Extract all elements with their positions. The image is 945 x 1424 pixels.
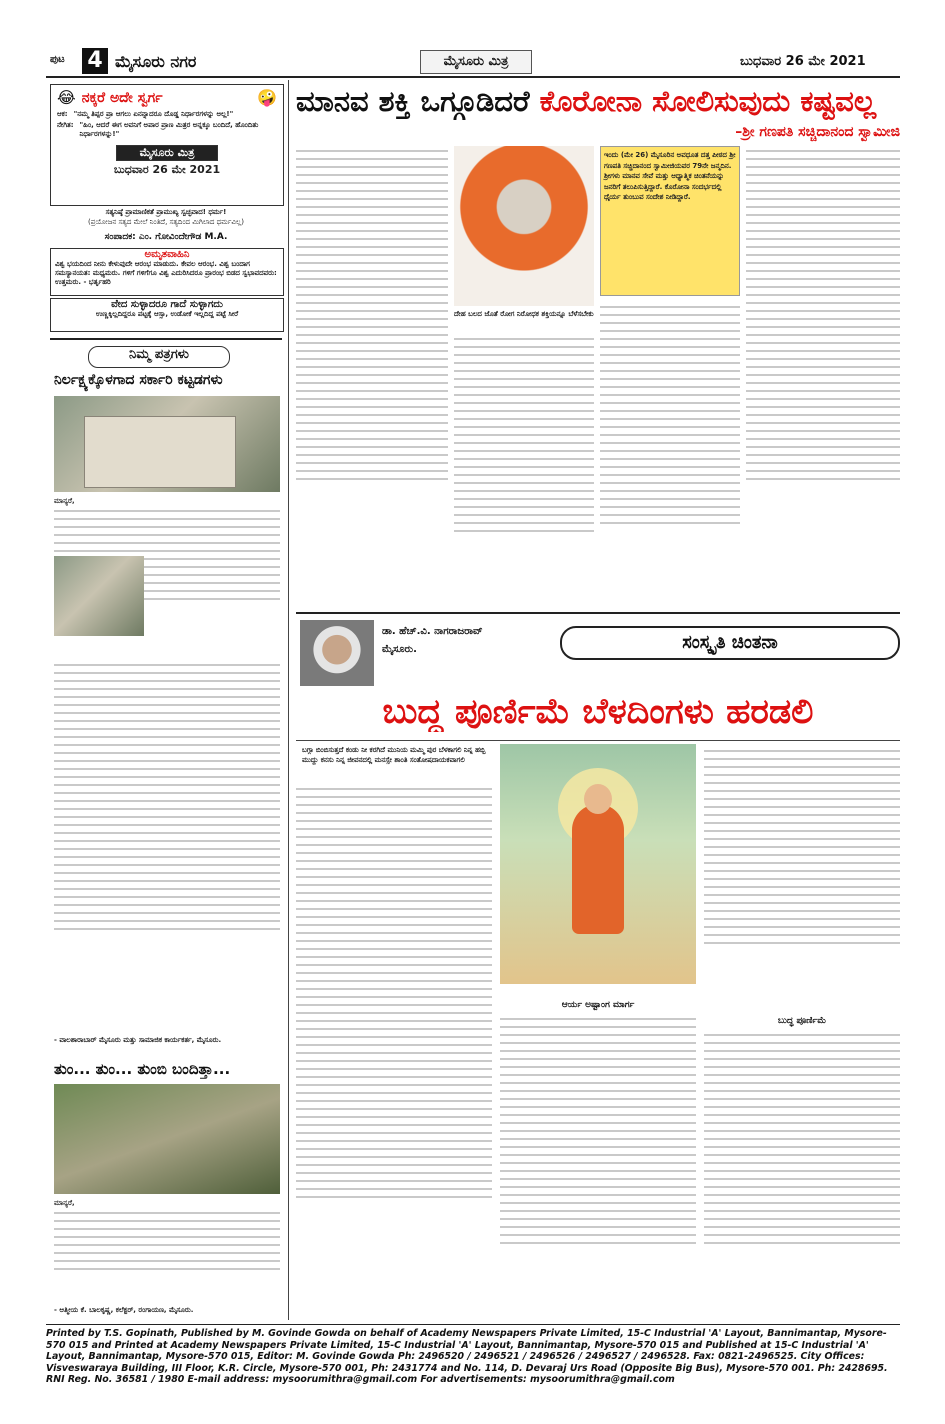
letter-signature: - ವಾಲಶಾರಾಬಾರ್ ಮೈಸೂರು ಮತ್ತು ಸಾಮಾಜಿಕ ಕಾರ್ಯಕರ್ತ, ಮೈಸೂರು.	[54, 1036, 222, 1044]
building-photo-small	[54, 556, 144, 636]
article1-col3	[600, 302, 740, 606]
subhead-poornima: ಬುದ್ಧ ಪೂರ್ಣಿಮೆ	[777, 1016, 827, 1026]
mini-masthead: ಮೈಸೂರು ಮಿತ್ರ	[116, 145, 218, 161]
article2-col3	[704, 746, 900, 1012]
cartoon-face-icon: 🤪	[257, 88, 277, 107]
proverb-title: ವೇದ ಸುಳ್ಳಾದರೂ ಗಾದೆ ಸುಳ್ಳಾಗದು	[111, 299, 223, 310]
tumbi-heading: ತುಂ... ತುಂ... ತುಂಬಿ ಬಂದಿತ್ತಾ...	[54, 1060, 231, 1078]
article2-col4	[704, 1030, 900, 1320]
proverb-box	[50, 298, 284, 332]
article1-col2	[454, 334, 594, 606]
humor-title: ನಕ್ಕರೆ ಅದೇ ಸ್ವರ್ಗ	[81, 89, 163, 106]
humor-line-label: ನೇಗಿತ:	[57, 121, 74, 129]
motto-subline: (ಪ್ರಯೋಜನ ಸತ್ಯದ ಮೇಲೆ ನಿಂತಿದೆ, ಸತ್ಯದಿಂದ ಮಿಗಿಲಾದ ಧರ್ಮವಿಲ್ಲ)	[88, 218, 244, 226]
motto-line: ಸತ್ಯನಿಷ್ಠೆ ಪ್ರಾಮಾಣಿಕತೆ ಪ್ರಾಮುಖ್ಯ ಸ್ವಚ್ಛವಾದ! ಧರ್ಮ!	[105, 208, 227, 216]
article2-col2	[500, 1014, 696, 1320]
article1-byline: –ಶ್ರೀ ಗಣಪತಿ ಸಚ್ಚಿದಾನಂದ ಸ್ವಾಮೀಜಿ	[735, 124, 900, 140]
letter-body-cont	[54, 660, 280, 1030]
headline-red-part: ಕೊರೋನಾ ಸೋಲಿಸುವುದು ಕಷ್ಟವಲ್ಲ	[539, 84, 877, 118]
buddha-image	[500, 744, 696, 984]
page-number: 4	[82, 48, 108, 74]
letter-salutation: ಮಾನ್ಯರೆ,	[54, 497, 75, 505]
amruta-box	[50, 248, 284, 296]
mini-date: ಬುಧವಾರ 26 ಮೇ 2021	[113, 163, 221, 176]
article1-col1	[296, 146, 448, 606]
issue-date: ಬುಧವಾರ 26 ಮೇ 2021	[740, 54, 866, 69]
section-title: ಮೈಸೂರು ನಗರ	[115, 52, 197, 71]
imprint-footer: Printed by T.S. Gopinath, Published by M. Govinde Gowda on behalf of Academy Newspapers Private Limited, 15-C Industrial 'A' Layout, Bannimantap, Mysore-570 015 and Printed at Academy Newspapers Private Limited, 15-C Industrial 'A' Layout, Bannimantap, Mysore-570 015 and Published at 15-C Industrial 'A' Layout, Bannimantap, Mysore-570 015, Editor: M. Govinde Gowda Ph: 2496520 / 2496521 / 2496526 / 2496527 / 2496528. Fax: 0821-2496525. City Offices: Visveswaraya Building, III Floor, K.R. Circle, Mysore-570 001, Ph: 2431774 and No. 114, D. Devaraj Urs Road (Opposite Big Bus), Mysore-570 001. Ph: 2428695. RNI Reg. No. 36581 / 1980 E-mail address: mysoorumithra@gmail.com For advertisements: mysoorumithra@gmail.com	[46, 1328, 888, 1385]
article2-col1	[296, 784, 492, 1320]
page-label: ಪುಟ	[50, 54, 65, 65]
headline-black-part: ಮಾನವ ಶಕ್ತಿ ಒಗ್ಗೂಡಿದರೆ	[296, 84, 530, 118]
laughing-face-icon: 😂	[57, 88, 76, 107]
letters-banner: ನಿಮ್ಮ ಪತ್ರಗಳು	[88, 346, 230, 368]
humor-line: "ಹಿಂ, ಆದರೆ ಈಗ ಅವನಿಗೆ ಅಪಾರ ಪ್ರಾಣ ಮಿತ್ರರ ಅನ್ನಕ್ಕೂ ಬಂದಿದೆ, ಹೊಂದಿತು ನಿರ್ಧಾರಗಳನ್ನು!"	[79, 121, 259, 138]
tumbi-body	[54, 1198, 280, 1298]
article1-col4	[746, 146, 900, 606]
photo-caption: ದೇಹ ಬಲದ ಜೊತೆ ರೋಗ ನಿರೋಧಕ ಶಕ್ತಿಯನ್ನೂ ಬೆಳೆಸಬೇಕು	[454, 310, 594, 318]
amruta-text: ವಿಶ್ವ ಭಯದಿಂದ ನೀನು ಕೇಳುವುದೇ ಆರಂಭ ಮಾಡುದು. ಕೇವಲ ಆರಂಭ. ವಿಶ್ವ ಬಂದಾಗ ಸಮಸ್ಯಾನಯತ: ಮಧ್ಯಮರು. ಗಳಿಗೆ ಗಳಿಗೆಗೂ ವಿಶ್ವ ಎದುರಿಸಿದರೂ ಪ್ರಾರಂಭ ಬಿಡದ ಸ್ವಭಾವದವರು: ಉತ್ತಮರು. - ಭರ್ತೃಹರಿ	[55, 260, 277, 286]
column-title-badge: ಸಂಸ್ಕೃತಿ ಚಿಂತನಾ	[560, 626, 900, 660]
highlight-text: ಇಂದು (ಮೇ 26) ಮೈಸೂರಿನ ಅವಧೂತ ದತ್ತ ಪೀಠದ ಶ್ರೀ ಗಣಪತಿ ಸಚ್ಚಿದಾನಂದ ಸ್ವಾಮೀಜಿಯವರ 79ನೇ ಜನ್ಮದಿನ. ಶ್ರೀಗಳು ಮಾನವ ಸೇವೆ ಮತ್ತು ಆಧ್ಯಾತ್ಮಿಕ ಚಿಂತನೆಯನ್ನು ಜನರಿಗೆ ತಲುಪಿಸುತ್ತಿದ್ದಾರೆ. ಕೊರೋನಾ ಸಂದರ್ಭದಲ್ಲಿ ಧೈರ್ಯ ತುಂಬುವ ಸಂದೇಶ ನೀಡಿದ್ದಾರೆ.	[604, 151, 736, 201]
proverb-text: ಉಣ್ಣಕ್ಕಿಲ್ಲದಿದ್ದರೂ ಪಟ್ಟಕ್ಕೆ ಆಸ್ಸಾ, ಉಡೋಕೆ ಇಲ್ಲದಿದ್ದ ಪಟ್ಟೆ ಸೀರೆ	[95, 310, 239, 318]
masthead: ಮೈಸೂರು ಮಿತ್ರ	[420, 50, 532, 74]
swamiji-photo	[454, 146, 594, 306]
article1-headline	[296, 84, 900, 120]
building-photo	[54, 396, 280, 492]
author-name: ಡಾ. ಹೆಚ್.ವಿ. ನಾಗರಾಜರಾವ್	[382, 626, 483, 637]
letter-heading: ನಿರ್ಲಕ್ಷ್ಯಕ್ಕೊಳಗಾದ ಸರ್ಕಾರಿ ಕಟ್ಟಡಗಳು	[54, 372, 223, 388]
tumbi-signature: - ಆತ್ಮೀಯ ಕೆ. ಬಾಲಕೃಷ್ಣ, ಕಲೆಕ್ಟರ್, ರಂಗಾಯಣ, ಮೈಸೂರು.	[54, 1306, 194, 1314]
article2-headline: ಬುದ್ಧ ಪೂರ್ಣಿಮೆ ಬೆಳದಿಂಗಳು ಹರಡಲಿ	[382, 692, 814, 732]
author-city: ಮೈಸೂರು.	[382, 644, 417, 655]
highlight-box	[600, 146, 740, 296]
people-photo	[54, 1084, 280, 1194]
tumbi-salutation: ಮಾನ್ಯರೆ,	[54, 1199, 75, 1207]
humor-box	[50, 84, 284, 206]
author-photo	[300, 620, 374, 686]
editor-line: ಸಂಪಾದಕ: ಎಂ. ಗೋವಿಂದೇಗೌಡ M.A.	[104, 232, 228, 242]
amruta-title: ಅಮೃತವಾಹಿನಿ	[144, 249, 190, 260]
humor-line: "ನಮ್ಮ ತಿಪ್ಪರ ಪ್ರಾ ಆಗಲು ಏನನ್ನಾದರೂ ದೊಡ್ಡ ನಿರ್ಧಾರಗಳನ್ನು ಅಲ್ಲ!"	[73, 110, 234, 118]
article2-intro: ಬಗ್ಗಾ ಬಿಂಬಿಸುತ್ತದೆ ಕಂಡು ನೀ ಕರಗಿದೆ ಮುನಿಯ ಮಮ್ಮಿ ಪುರ ಬೆಳಕಾಗಲಿ ನಿನ್ನ ಹಬ್ಬಿ ಮುದ್ದು ಕನಸು ನಿನ್ನ ಜೀವನದಲ್ಲಿ ಮನಸ್ಸೇ ಶಾಂತಿ ಸಂತೋಷದಾಯಕವಾಗಲಿ	[302, 746, 486, 764]
humor-line-label: ಆಕ:	[57, 110, 68, 118]
subhead-ashtanga: ಆರ್ಯ ಅಷ್ಟಾಂಗ ಮಾರ್ಗ	[561, 1000, 635, 1010]
